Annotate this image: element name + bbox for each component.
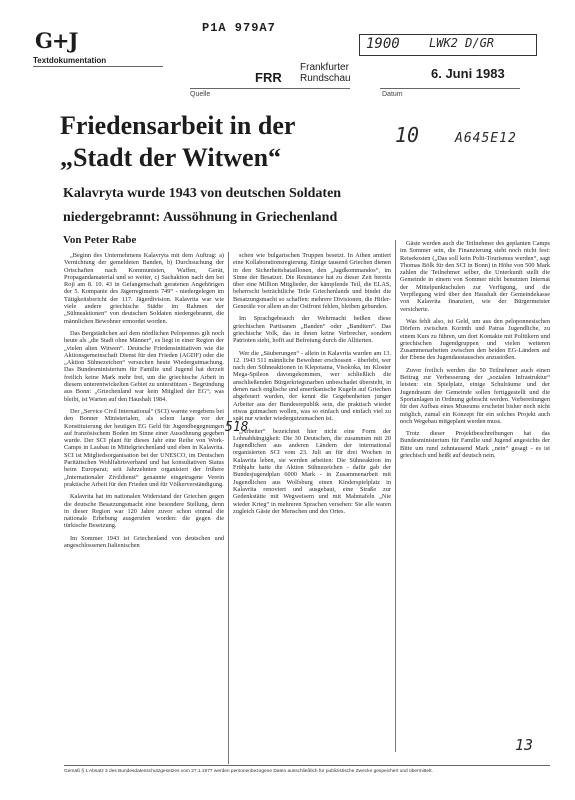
article-column-2 [233,252,391,764]
source-label: Quelle [190,91,211,98]
paragraph: Im Sommer 1943 ist Griechenland von deutschen und angeschlossenen Italienischen [64,534,224,549]
paragraph: Kalavrita hat im nationalen Widerstand der Griechen gegen die deutsche Besatzungsmacht eine besondere Stellung, denn in dieser Region war 120 Jahre zuvor schon einmal die nationale Erhebung ausgerufen worden: die gegen die türkische Besetzung. [64,493,224,530]
source-code: FRR [255,70,282,85]
stamp-text: LWK2 D/GR [429,36,495,50]
page-mark: 13 [515,736,534,754]
header-rule-left [33,66,163,67]
paragraph: Gäste werden auch die Teilnehmer des geplanten Camps im Sommer sein, die Finanzierung steht noch nicht fest: Reisekosten („Das soll kein Polit-Tourismus werden“, sagt Thomas Bölk für den SCI in Bonn) in Höhe von 500 Mark zahlen die Teilnehmer selber, die Unterkunft stellt die Gemeinde in einem von Sommer nicht benutzten Internat der Mittelpunktschulen zur Verfügung, und die Verpflegung wird über den Haushalt der Gemeindekasse von Kalavrita finanziert, wie der Bürgermeister versicherte. [400,240,550,313]
footer-rule [64,765,550,766]
archive-id: P1A 979A7 [202,21,276,35]
source-name-line-1: Frankfurter [300,62,349,73]
article-subheadline [63,182,533,230]
logo-subtitle: Textdokumentation [33,56,107,65]
paragraph: Im Sprachgebrauch der Wehrmacht heißen diese griechischen Partisanen „Banden“ oder „Banditen“. Das griechische Volk, das in ihnen keine Verbrecher, sondern Patrioten sieht, hofft auf Befreiung durch die Alliierten. [233,315,391,345]
handwritten-reference: A645E12 [455,131,517,146]
margin-mark: 518 [225,420,249,435]
subheadline-line-1: Kalavryta wurde 1943 von deutschen Soldaten [63,186,342,201]
paragraph: Der „Service Civil International“ (SCI) warnte vergebens bei den Bonner Ministerialen, als schon lange vor der Konstituierung der heutigen EG Geld für Jugendbegegnungen auf französischem Boden im Sinne einer Aussöhnung gegeben wurde. Der SCI plant für dieses Jahr eine Reihe von Work-Camps in Laubau in Mittelgriechenland und eben in Kalavrita. SCI ist Mitgliedsorganisation bei der UNESCO, im Deutschen Paritätischen Wohlfahrtsverband und hat konsultativen Status beim Europarat; seit Jahrzehnten organisiert der frühere „Internationaler Zivildienst“ genannte eingetragene Verein praktische Arbeit für den Frieden und für Völkerverständigung. [64,407,224,488]
article-column-3 [400,240,550,720]
paragraph: Wer die „Säuberungen“ - allein in Kalavrita wurden am 13. 12. 1943 511 männliche Bewohner erschossen - überlebt, wer nach den Sühneaktionen in Klepotama, Visokoka, im Kloster Mega-Spileon davongekommen, wer schließlich die anschließenden Bürgerkriegsnarben unbeschadet übersteht, in denen nach englische und amerikanische Kugeln auf Griechen abgefeuert wurden, der kennt die Gegebenheiten junger Arbeiter aus der Bundesrepublik sein, die praktisch wieder etwas gutmachen wollen, was so einfach und einfach viel zu spät nur wieder wiedergutzumachen ist. [233,349,391,423]
handwritten-mark: 10 [395,123,420,147]
date-label: Datum [382,91,403,98]
column-divider-2 [395,240,396,752]
paragraph: „Beginn des Unternehmens Kalavryta mit dem Auftrag: a) Vernichtung der gemeldeten Banden, b) Durchsuchung der Ortschaften nach Kommunisten, Waffen, Gerät, Propagandamaterial und so weiter, c) Sachaktion nach den bei Roji am 8. 10. 43 in Gefangenschaft geratenen Angehörigen der 5. Kompanie des Jägerregiments 749“ - niedergelegen im Tätigkeitsbericht der 117. Jägerdivision. Kalavrita war wie viele andere griechische Städte im Rahmen der „Sühneaktionen“ von deutschen Soldaten niedergebrannt, die männlichen Bewohner ermordet worden. [64,252,224,325]
source-rule [190,88,350,89]
article-headline [60,110,400,174]
source-name [300,62,351,84]
date-rule [380,88,520,89]
paragraph: schen wie bulgarischen Truppen besetzt. In Athen amtiert eine Kollaborationsregierung. Einige tausend Griechen dienen in den Sicherheitsbataillonen, den „Jagdkommandos“, im Sinne der Besatzer. Die Resistance hat zu dieser Zeit bereits über eine Million Mitglieder, der kämpfende Teil, die ELAS, beherrscht beträchtliche Teile Griechenlands und bindet die Besatzungsmacht so schaffen: mehrere Divisionen, die Hitler-Generäle vor allem an der Ostfront fehlen, bleiben gebunden. [233,252,391,311]
article-byline: Von Peter Rabe [63,234,137,246]
publication-date: 6. Juni 1983 [431,66,505,81]
paragraph: „Arbeiter“ bezeichnet hier nicht eine Form der Lohnabhängigkeit: Die 30 Deutschen, die zusammen mit 20 Jugendlichen aus anderen Ländern der international organisierten SCI vom 23. Juli an für drei Wochen in Kalavrita leben, sie werden arbeiten: Die Sühneaktion im Frühjahr hatte die Aktion Sühnezeichen - dafür gab der Bundesjugendplan 6000 Mark - in Zusammenarbeit mit Jugendlichen aus Wolfsburg einen Kinderspielplatz in Kalavrita renoviert und ausgebaut, eine Straße zur Gedenkstätte mit Wegweisern und mit Mahntafeln „Nie wieder Krieg“ in mehreren Sprachen versehen: Sie alle waren zugleich Gäste der Menschen und des Ortes. [233,427,391,515]
headline-line-2: „Stadt der Witwen“ [60,143,282,172]
source-name-line-2: Rundschau [300,73,351,84]
headline-line-1: Friedensarbeit in der [60,111,296,140]
column-divider-1 [228,252,229,764]
paragraph: Was fehlt also, ist Geld, um aus den peloponnesischen Dörfern zwischen Korinth und Patras Jugendliche, zu einem Kurs zu führen, um dort Kontakte mit Politikern und griechischen Jugendgruppen und vielen weiteren Zusammenarbeiten zwischen den beiden EG-Ländern auf der Ebene des Jugendaustausches anzustoßen. [400,317,550,362]
paragraph: Trotz dieser Projektbeschreibungen hat das Bundesministerium für Familie und Jugend angesichts der Bitte um rund zehntausend Mark „nein“ gesagt - es ist griechisch und heißt auf deutsch nein. [400,430,550,460]
publisher-logo: G+J [35,28,78,53]
paragraph: Zuvor freilich werden die 50 Teilnehmer auch einen Beitrag zur Verbesserung der „sozialen Infrastruktur“ leisten: ein Spielplatz, einige Schulräume und der Jugendraum der Gemeinde sollen fertiggestellt und die Sportanlagen in Ordnung gebracht werden. Vorbereitungen für den Aufbau eines Museums erscheint bisher noch nicht möglich, zumal ein Konzept für ein solches Projekt auch noch Wegebau mitgeplant werden muss. [400,366,550,425]
legal-footer: Gemäß § 1 Absatz 3 des Bundesdatenschutzgesetzes vom 27.1.1977 werden personenbezogene Daten ausschließlich für publizistische Zwecke gespeichert und übermittelt. [64,769,433,774]
paragraph: Das Bergstädtchen auf dem nördlichen Peloponnes gilt noch heute als „die Stadt ohne Männer“, es liegt in einer Region der „vielen alten Witwen“. Deutsche Friedensinitiativen wie die Aktionsgemeinschaft Dienst für den Frieden (AGDF) oder die „Aktion Sühnezeichen“ versuchen heute Wiedergutmachung. Das Bundesministerium für Familie und Jugend hat derzeit freilich keine Mark mehr frei, um die griechische Arbeit in diesem unterentwickelten Gebiet zu unterstützen - Begründung aus Bonn: „Griechenland war kein Mitglied der EG“; was bleibt, ist Warten auf den Haushalt 1984. [64,329,224,403]
subheadline-line-2: niedergebrannt: Aussöhnung in Griechenland [63,210,338,225]
stamp-number: 1900 [366,36,400,52]
article-column-1 [64,252,224,764]
